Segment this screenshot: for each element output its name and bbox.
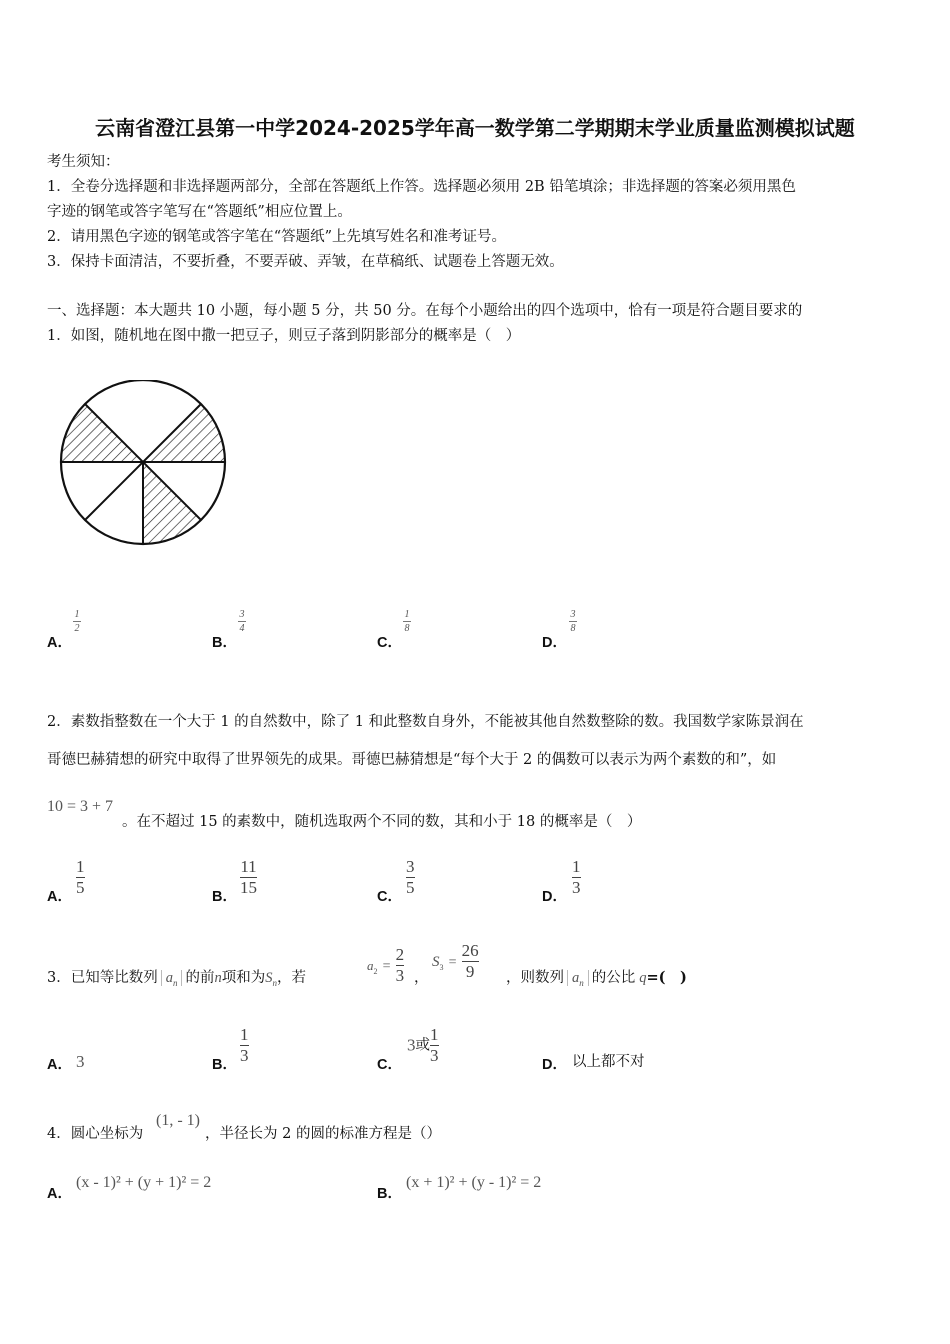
q3-option-a-value: 3 [76, 1052, 85, 1071]
shaded-sector [143, 462, 201, 544]
q2-option-a-value: $\frac{1}{5}$ [76, 857, 85, 897]
q3-option-b[interactable]: B． [212, 1057, 237, 1073]
q2-option-a[interactable]: A． [47, 889, 72, 905]
q3-a2-equation: $a_2$ = $\frac{2}{3}$ [367, 945, 405, 985]
q2-equation: 10 = 3 + 7 [47, 798, 114, 815]
q3-option-b-value: $\frac{1}{3}$ [240, 1025, 249, 1065]
q1-option-c[interactable]: C． [377, 635, 402, 651]
q2-option-d[interactable]: D． [542, 889, 567, 905]
notice-heading: 考生须知： [47, 154, 120, 170]
q3-option-c-value: 3或 $\frac{1}{3}$ [407, 1025, 439, 1065]
q2-option-c[interactable]: C． [377, 889, 402, 905]
q1-circle-figure [54, 380, 234, 550]
q1-stem: 1．如图，随机地在图中撒一把豆子，则豆子落到阴影部分的概率是（ ） [47, 328, 521, 344]
page-title: 云南省澄江县第一中学2024-2025学年高一数学第二学期期末学业质量监测模拟试题 [95, 116, 855, 140]
q4-option-b[interactable]: B． [377, 1186, 402, 1202]
shaded-sector [60, 404, 143, 462]
q1-option-b[interactable]: B． [212, 635, 237, 651]
q3-option-a[interactable]: A． [47, 1057, 72, 1073]
section-heading: 一、选择题：本大题共 10 小题，每小题 5 分，共 50 分。在每个小题给出的四个选项中，恰有一项是符合题目要求的 [47, 303, 803, 319]
notice-line-1a: 1．全卷分选择题和非选择题两部分，全部在答题纸上作答。选择题必须用 2B 铅笔填涂；非选择题的答案必须用黑色 [47, 179, 796, 195]
q1-option-c-value: $\frac{1}{8}$ [404, 609, 410, 634]
notice-line-3: 3．保持卡面清洁，不要折叠，不要弄破、弄皱，在草稿纸、试题卷上答题无效。 [47, 254, 564, 270]
q1-option-a-value: $\frac{1}{2}$ [74, 609, 80, 634]
q2-stem-line-3: 。在不超过 15 的素数中，随机选取两个不同的数，其和小于 18 的概率是（ ） [122, 814, 642, 830]
notice-line-1b: 字迹的钢笔或答字笔写在“答题纸”相应位置上。 [47, 204, 352, 220]
q3-comma: ， [414, 970, 429, 986]
q2-option-c-value: $\frac{3}{5}$ [406, 857, 415, 897]
q2-stem-line-2: 哥德巴赫猜想的研究中取得了世界领先的成果。哥德巴赫猜想是“每个大于 2 的偶数可以表示为两个素数的和”，如 [47, 752, 777, 768]
q2-option-b[interactable]: B． [212, 889, 237, 905]
q4-option-b-value: (x + 1)² + (y - 1)² = 2 [406, 1174, 542, 1191]
q3-option-c[interactable]: C． [377, 1057, 402, 1073]
q3-option-d-value: 以上都不对 [572, 1054, 645, 1070]
q1-option-b-value: $\frac{3}{4}$ [239, 609, 245, 634]
q3-s3-equation: $S_3$ = $\frac{26}{9}$ [432, 941, 479, 981]
q4-center: (1, - 1) [156, 1112, 200, 1129]
q4-stem-start: 4．圆心坐标为 [47, 1126, 144, 1142]
shaded-sector [143, 404, 225, 462]
notice-line-2: 2．请用黑色字迹的钢笔或答字笔在“答题纸”上先填写姓名和准考证号。 [47, 229, 507, 245]
q3-option-d[interactable]: D． [542, 1057, 567, 1073]
q3-stem: 3．已知等比数列 $a_n$ 的前n项和为$S_n$，若 [47, 970, 306, 988]
q2-option-b-value: $\frac{11}{15}$ [240, 857, 257, 897]
q3-stem-tail: ，则数列 $a_n$ 的公比 q=( ) [506, 969, 687, 988]
q4-stem-end: ，半径长为 2 的圆的标准方程是（） [205, 1126, 441, 1142]
q1-option-d-value: $\frac{3}{8}$ [570, 609, 576, 634]
q1-option-d[interactable]: D． [542, 635, 567, 651]
q4-option-a[interactable]: A． [47, 1186, 72, 1202]
q1-option-a[interactable]: A． [47, 635, 72, 651]
q2-option-d-value: $\frac{1}{3}$ [572, 857, 581, 897]
q4-option-a-value: (x - 1)² + (y + 1)² = 2 [76, 1174, 212, 1191]
q2-stem-line-1: 2．素数指整数在一个大于 1 的自然数中，除了 1 和此整数自身外，不能被其他自然数整除的数。我国数学家陈景润在 [47, 714, 804, 730]
